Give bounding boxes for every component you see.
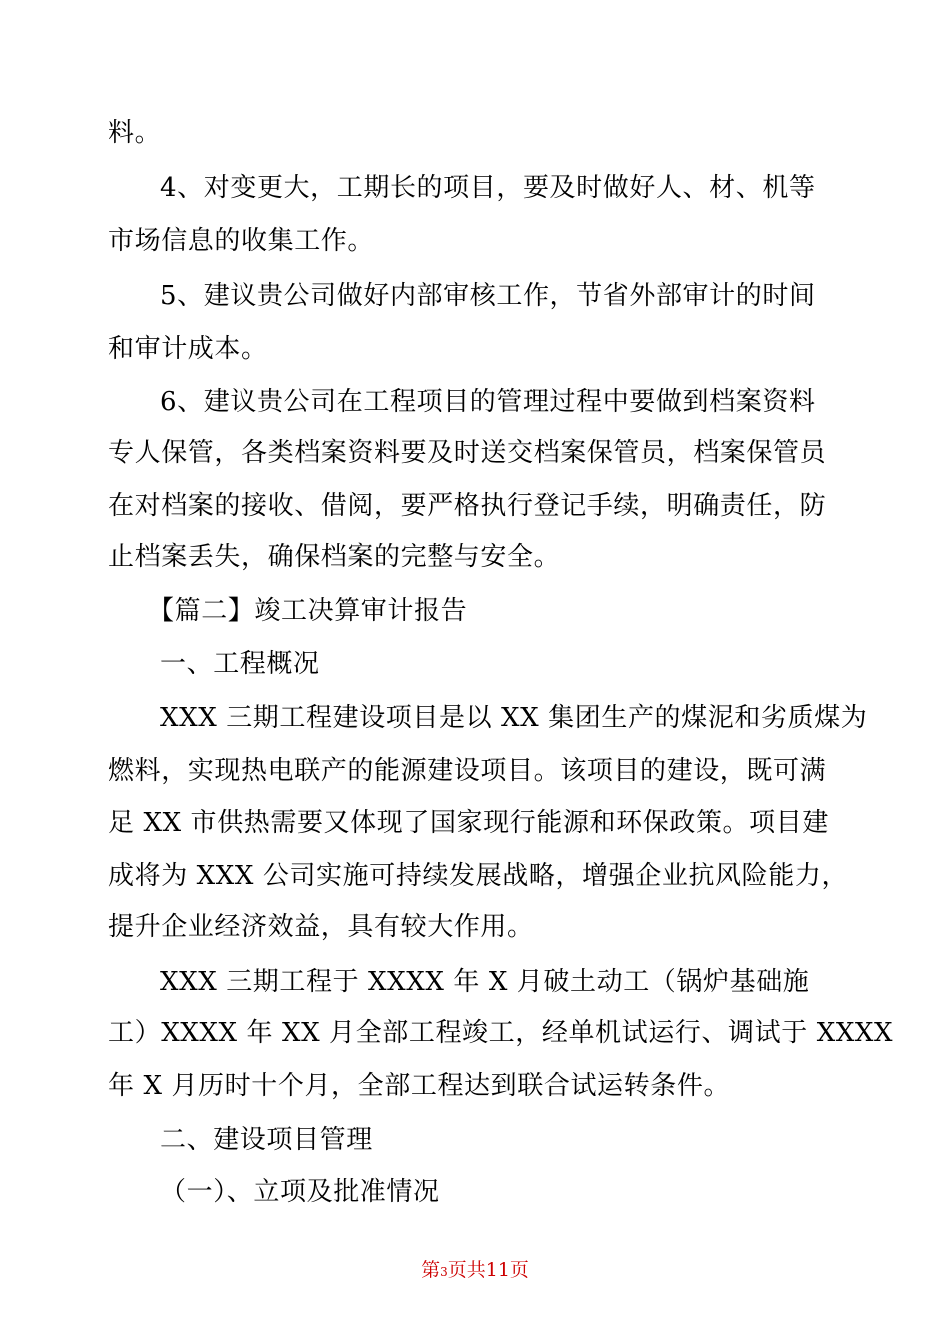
text-line-19: 年 X 月历时十个月，全部工程达到联合试运转条件。 bbox=[108, 1071, 731, 1101]
footer-page-number: 3 bbox=[440, 1265, 448, 1279]
footer-total-pages: 11 bbox=[485, 1259, 510, 1281]
text-line-14: 足 XX 市供热需要又体现了国家现行能源和环保政策。项目建 bbox=[108, 808, 829, 838]
text-line-6: 6、建议贵公司在工程项目的管理过程中要做到档案资料 bbox=[160, 387, 816, 417]
text-line-4: 5、建议贵公司做好内部审核工作，节省外部审计的时间 bbox=[160, 281, 816, 311]
section-heading-part-two: 【篇二】竣工决算审计报告 bbox=[148, 596, 468, 626]
footer-prefix: 第 bbox=[421, 1259, 441, 1281]
text-line-8: 在对档案的接收、借阅，要严格执行登记手续，明确责任，防 bbox=[108, 491, 827, 521]
text-line-15: 成将为 XXX 公司实施可持续发展战略，增强企业抗风险能力， bbox=[108, 861, 849, 891]
footer-middle: 页共 bbox=[447, 1259, 486, 1281]
text-line-7: 专人保管，各类档案资料要及时送交档案保管员，档案保管员 bbox=[108, 438, 827, 468]
text-line-5: 和审计成本。 bbox=[108, 334, 268, 364]
page-footer bbox=[0, 1258, 950, 1284]
text-line-1: 料。 bbox=[108, 118, 162, 148]
text-line-17: XXX 三期工程于 XXXX 年 X 月破土动工（锅炉基础施 bbox=[160, 967, 810, 997]
footer-suffix: 页 bbox=[509, 1259, 529, 1281]
subsection-heading-approval: （一）、立项及批准情况 bbox=[160, 1177, 440, 1207]
text-line-12: XXX 三期工程建设项目是以 XX 集团生产的煤泥和劣质煤为 bbox=[160, 703, 868, 733]
section-heading-management: 二、建设项目管理 bbox=[160, 1125, 373, 1155]
text-line-13: 燃料，实现热电联产的能源建设项目。该项目的建设，既可满 bbox=[108, 756, 827, 786]
text-line-18: 工）XXXX 年 XX 月全部工程竣工，经单机试运行、调试于 XXXX bbox=[108, 1018, 894, 1048]
text-line-9: 止档案丢失，确保档案的完整与安全。 bbox=[108, 542, 561, 572]
text-line-2: 4、对变更大，工期长的项目，要及时做好人、材、机等 bbox=[160, 173, 816, 203]
section-heading-overview: 一、工程概况 bbox=[160, 649, 320, 679]
text-line-3: 市场信息的收集工作。 bbox=[108, 226, 375, 256]
text-line-16: 提升企业经济效益，具有较大作用。 bbox=[108, 912, 534, 942]
